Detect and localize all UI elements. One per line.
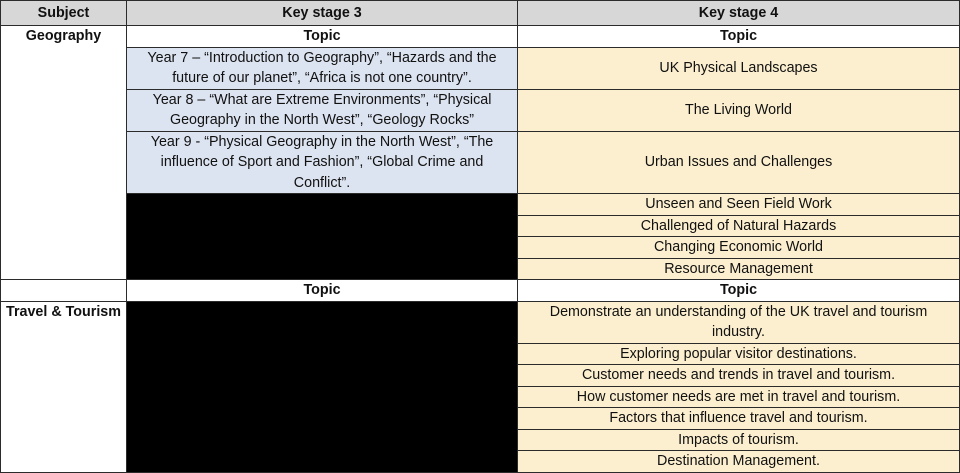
ks4-topic-cell: Exploring popular visitor destinations. xyxy=(518,343,960,365)
ks3-year9-cell: Year 9 - “Physical Geography in the North West”, “The influence of Sport and Fashion”, “Global Crime and Conflict”. xyxy=(127,131,518,194)
ks4-topic-label: Topic xyxy=(518,280,960,302)
table-row xyxy=(1,301,960,343)
travel-subject-cell: Travel & Tourism xyxy=(1,301,127,472)
ks4-topic-cell: Demonstrate an understanding of the UK travel and tourism industry. xyxy=(518,301,960,343)
ks3-year7-cell: Year 7 – “Introduction to Geography”, “Hazards and the future of our planet”, “Africa is not one country”. xyxy=(127,47,518,89)
geography-subject-cell: Geography xyxy=(1,26,127,280)
ks4-topic-cell: Destination Management. xyxy=(518,451,960,473)
redacted-ks3-block xyxy=(127,194,518,280)
ks4-topic-cell: UK Physical Landscapes xyxy=(518,47,960,89)
ks4-topic-cell: Urban Issues and Challenges xyxy=(518,131,960,194)
subject-header: Subject xyxy=(1,1,127,26)
ks4-topic-cell: Factors that influence travel and tourism. xyxy=(518,408,960,430)
ks3-header: Key stage 3 xyxy=(127,1,518,26)
ks4-topic-cell: Changing Economic World xyxy=(518,237,960,259)
ks3-topic-label: Topic xyxy=(127,280,518,302)
ks4-header: Key stage 4 xyxy=(518,1,960,26)
table-row xyxy=(1,47,960,89)
ks4-topic-cell: Impacts of tourism. xyxy=(518,429,960,451)
ks4-topic-cell: Challenged of Natural Hazards xyxy=(518,215,960,237)
redacted-ks3-block xyxy=(127,301,518,472)
ks4-topic-cell: How customer needs are met in travel and tourism. xyxy=(518,386,960,408)
header-row xyxy=(1,1,960,26)
ks4-topic-cell: Customer needs and trends in travel and tourism. xyxy=(518,365,960,387)
ks3-year8-cell: Year 8 – “What are Extreme Environments”, “Physical Geography in the North West”, “Geology Rocks” xyxy=(127,89,518,131)
ks4-topic-cell: Resource Management xyxy=(518,258,960,280)
geography-topic-row xyxy=(1,26,960,48)
ks4-topic-label: Topic xyxy=(518,26,960,48)
table-row xyxy=(1,194,960,216)
table-row xyxy=(1,131,960,194)
table-row xyxy=(1,89,960,131)
ks4-topic-cell: The Living World xyxy=(518,89,960,131)
travel-topic-row xyxy=(1,280,960,302)
travel-subject-topic-spacer xyxy=(1,280,127,302)
ks4-topic-cell: Unseen and Seen Field Work xyxy=(518,194,960,216)
ks3-topic-label: Topic xyxy=(127,26,518,48)
